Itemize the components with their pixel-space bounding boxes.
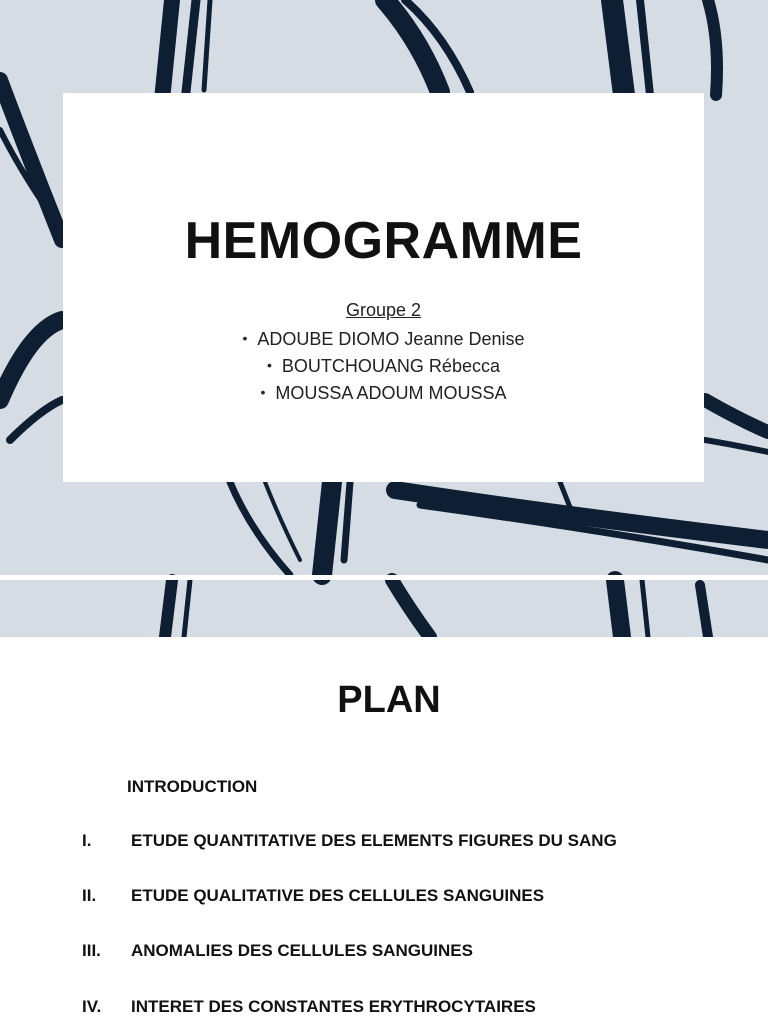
member-name: MOUSSA ADOUM MOUSSA [275, 383, 507, 403]
plan-item-label: INTERET DES CONSTANTES ERYTHROCYTAIRES [131, 997, 536, 1016]
member-name: ADOUBE DIOMO Jeanne Denise [257, 329, 525, 349]
member-name: BOUTCHOUANG Rébecca [281, 356, 500, 376]
bullet-icon: • [260, 384, 266, 400]
plan-slide [0, 637, 768, 1024]
plan-item-number: IV. [82, 997, 102, 1016]
plan-item-number: I. [82, 831, 92, 850]
plan-item-number: II. [82, 886, 97, 905]
member-list [63, 326, 704, 407]
presentation-title: HEMOGRAMME [184, 212, 583, 270]
title-card [63, 93, 704, 482]
plan-item [82, 997, 536, 1017]
group-label: Groupe 2 [345, 300, 422, 320]
plan-item-label: ETUDE QUALITATIVE DES CELLULES SANGUINES [131, 886, 545, 905]
member-item [63, 353, 704, 380]
plan-introduction: INTRODUCTION [127, 777, 258, 796]
member-item [63, 326, 704, 353]
plan-item [82, 886, 544, 906]
bullet-icon: • [267, 357, 272, 373]
plan-item [82, 831, 617, 851]
plan-title: PLAN [337, 679, 441, 721]
member-item [63, 380, 704, 407]
plan-item [82, 941, 473, 961]
plan-item-label: ETUDE QUANTITATIVE DES ELEMENTS FIGURES DU SANG [131, 831, 617, 850]
plan-item-label: ANOMALIES DES CELLULES SANGUINES [131, 941, 473, 960]
bullet-icon: • [242, 330, 248, 346]
plan-item-number: III. [82, 941, 101, 960]
